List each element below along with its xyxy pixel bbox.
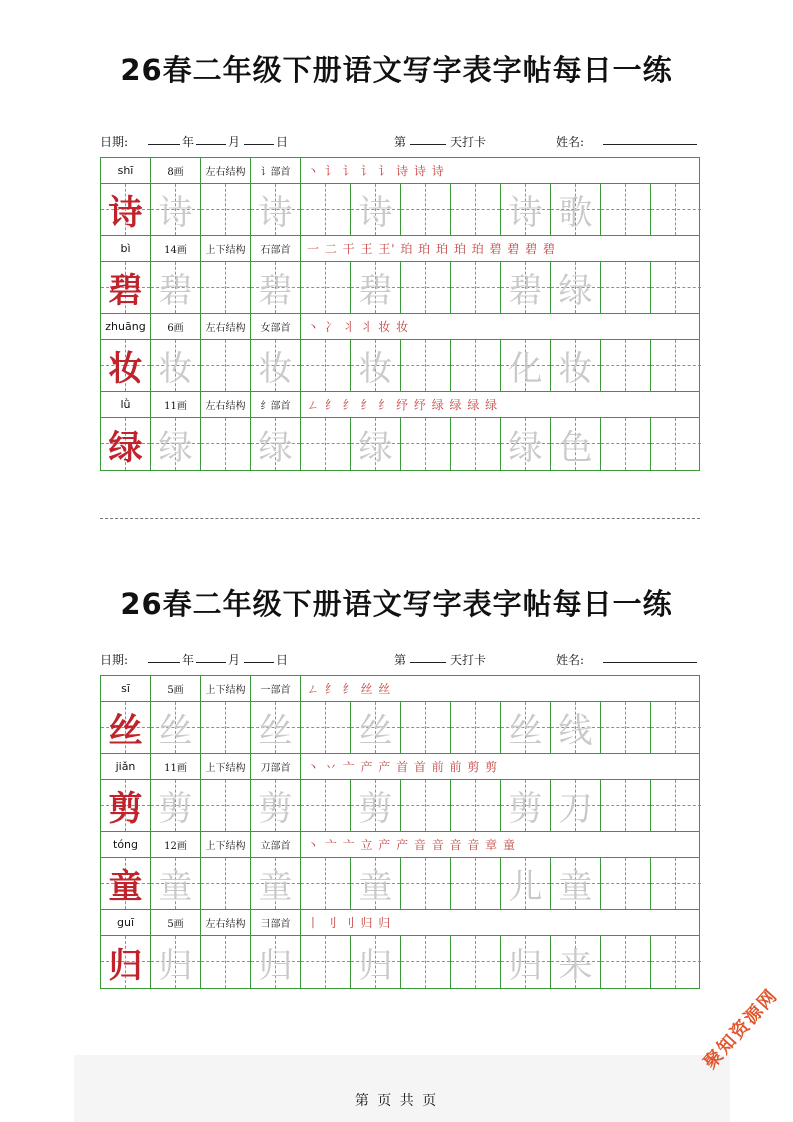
writing-row [101,262,699,314]
trace-character [301,780,350,831]
trace-character: 童 [158,867,193,907]
practice-box[interactable] [251,262,301,313]
practice-box[interactable] [301,702,351,753]
practice-box[interactable] [651,702,701,753]
practice-box[interactable] [151,184,201,235]
checkin-prefix: 第 [394,135,407,149]
practice-box[interactable] [501,780,551,831]
stroke-order: 丨 刂 刂 归 归 [307,916,392,930]
practice-box[interactable] [551,184,601,235]
writing-grid [100,675,700,989]
trace-character: 化 [508,349,543,389]
main-char-box [101,418,151,470]
trace-character: 碧 [158,271,193,311]
trace-character: 诗 [358,193,393,233]
trace-character: 童 [558,867,593,907]
practice-box[interactable] [451,184,501,235]
practice-box[interactable] [551,418,601,470]
practice-box[interactable] [451,340,501,391]
trace-character: 碧 [508,271,543,311]
trace-character: 童 [258,867,293,907]
trace-character: 歌 [558,193,593,233]
stroke-count: 11画 [151,392,201,417]
practice-box[interactable] [151,340,201,391]
practice-box[interactable] [451,780,501,831]
trace-character [651,858,701,909]
stroke-count: 6画 [151,314,201,339]
practice-box[interactable] [301,262,351,313]
practice-box[interactable] [251,936,301,988]
practice-box[interactable] [601,780,651,831]
main-char-box [101,780,151,831]
trace-character [301,418,350,470]
trace-character [201,340,250,391]
pinyin: jiǎn [101,754,151,779]
trace-character [301,340,350,391]
trace-character [201,780,250,831]
trace-character [601,262,650,313]
char-info-row [101,314,699,340]
trace-character: 诗 [508,193,543,233]
practice-box[interactable] [201,184,251,235]
trace-character: 诗 [158,193,193,233]
stroke-order: 丶 冫 丬 丬 妆 妆 [307,320,410,334]
stroke-order: 丶 讠 讠 讠 讠 诗 诗 诗 [307,164,445,178]
info-line [100,133,700,153]
trace-character: 剪 [258,789,293,829]
practice-box[interactable] [601,184,651,235]
trace-character [451,858,500,909]
trace-character: 剪 [358,789,393,829]
practice-box[interactable] [551,858,601,909]
practice-box[interactable] [551,780,601,831]
practice-box[interactable] [601,858,651,909]
checkin-suffix: 天打卡 [450,135,487,149]
trace-character [201,858,250,909]
practice-box[interactable] [351,184,401,235]
stroke-count: 11画 [151,754,201,779]
char-info-row [101,832,699,858]
sheet-title: 26春二年级下册语文写字表字帖每日一练 [120,587,673,621]
stroke-order: ㄥ 纟 纟 丝 丝 [307,682,392,696]
year-label: 年 [182,135,195,149]
practice-box[interactable] [501,418,551,470]
practice-box[interactable] [501,936,551,988]
practice-box[interactable] [351,780,401,831]
practice-box[interactable] [151,936,201,988]
practice-box[interactable] [251,780,301,831]
main-char-box [101,702,151,753]
practice-box[interactable] [651,184,701,235]
practice-box[interactable] [301,858,351,909]
char-info-row [101,676,699,702]
practice-box[interactable] [251,418,301,470]
practice-box[interactable] [151,780,201,831]
practice-box[interactable] [351,936,401,988]
trace-character [401,262,450,313]
pinyin: lǜ [101,392,151,417]
practice-box[interactable] [651,936,701,988]
trace-character: 丝 [508,711,543,751]
trace-character [451,702,500,753]
trace-character: 刀 [558,789,593,829]
trace-character [451,418,500,470]
trace-character [651,184,701,235]
trace-character: 妆 [358,349,393,389]
stroke-order: 丶 丷 亠 产 产 首 首 前 前 剪 剪 [307,760,499,774]
trace-character [401,184,450,235]
practice-box[interactable] [151,858,201,909]
practice-box[interactable] [551,262,601,313]
writing-row [101,340,699,392]
stroke-count: 12画 [151,832,201,857]
practice-box[interactable] [201,418,251,470]
trace-character: 剪 [158,789,193,829]
char-info-row [101,392,699,418]
practice-box[interactable] [651,780,701,831]
radical: 彐部首 [251,910,301,935]
date-label: 日期: [100,135,129,149]
practice-box[interactable] [451,858,501,909]
trace-character: 线 [558,711,593,751]
practice-box[interactable] [651,418,701,470]
practice-box[interactable] [601,340,651,391]
trace-character: 归 [158,945,193,986]
trace-character: 丝 [258,711,293,751]
practice-box[interactable] [301,184,351,235]
trace-character: 色 [558,427,593,468]
writing-row [101,858,699,910]
main-character: 归 [108,945,143,986]
trace-character [601,702,650,753]
practice-box[interactable] [401,936,451,988]
trace-character: 诗 [258,193,293,233]
trace-character: 丝 [158,711,193,751]
trace-character: 妆 [158,349,193,389]
stroke-order: 丶 亠 亠 立 产 产 音 音 音 音 章 童 [307,838,516,852]
trace-character: 剪 [508,789,543,829]
trace-character: 绿 [158,427,193,468]
structure: 上下结构 [201,676,251,701]
structure: 上下结构 [201,754,251,779]
radical: 纟部首 [251,392,301,417]
writing-row [101,936,699,988]
practice-box[interactable] [151,262,201,313]
trace-character [651,340,701,391]
trace-character: 妆 [258,349,293,389]
trace-character [451,184,500,235]
sheet-title: 26春二年级下册语文写字表字帖每日一练 [120,53,673,87]
trace-character: 碧 [258,271,293,311]
practice-box[interactable] [301,418,351,470]
char-info-row [101,236,699,262]
practice-box[interactable] [501,340,551,391]
main-character: 丝 [108,711,143,751]
trace-character: 绿 [258,427,293,468]
practice-box[interactable] [351,858,401,909]
trace-character [401,702,450,753]
trace-character: 绿 [358,427,393,468]
main-character: 剪 [108,789,143,829]
practice-box[interactable] [251,184,301,235]
practice-box[interactable] [501,702,551,753]
trace-character [201,262,250,313]
practice-box[interactable] [301,780,351,831]
practice-box[interactable] [651,262,701,313]
trace-character [451,340,500,391]
trace-character: 归 [258,945,293,986]
practice-box[interactable] [351,340,401,391]
footer-band [74,1055,730,1122]
trace-character [601,858,650,909]
structure: 上下结构 [201,832,251,857]
trace-character [401,780,450,831]
practice-box[interactable] [651,858,701,909]
practice-box[interactable] [451,936,501,988]
practice-box[interactable] [251,702,301,753]
page-footer: 第 页 共 页 [354,1093,439,1109]
year-label: 年 [182,653,195,667]
main-char-box [101,262,151,313]
stroke-count: 5画 [151,676,201,701]
radical: 一部首 [251,676,301,701]
practice-box[interactable] [551,702,601,753]
practice-box[interactable] [401,340,451,391]
trace-character [201,418,250,470]
trace-character [601,418,650,470]
watermark-stamp: 聚知资源网 [699,984,783,1074]
practice-box[interactable] [201,858,251,909]
char-info-row [101,910,699,936]
practice-box[interactable] [351,702,401,753]
trace-character [301,262,350,313]
trace-character: 绿 [558,271,593,311]
practice-box[interactable] [301,936,351,988]
writing-row [101,184,699,236]
practice-box[interactable] [601,262,651,313]
trace-character [301,858,350,909]
practice-box[interactable] [201,780,251,831]
trace-character [201,702,250,753]
stroke-count: 8画 [151,158,201,183]
structure: 左右结构 [201,392,251,417]
practice-box[interactable] [601,702,651,753]
trace-character [601,780,650,831]
trace-character [451,262,500,313]
trace-character: 丝 [358,711,393,751]
structure: 左右结构 [201,158,251,183]
trace-character [201,936,250,988]
trace-character: 妆 [558,349,593,389]
practice-box[interactable] [251,340,301,391]
practice-box[interactable] [201,262,251,313]
practice-box[interactable] [501,184,551,235]
trace-character [401,936,450,988]
char-info-row [101,754,699,780]
month-label: 月 [228,135,241,149]
practice-box[interactable] [601,418,651,470]
stroke-count: 5画 [151,910,201,935]
trace-character: 儿 [508,867,543,907]
trace-character [651,418,701,470]
trace-character [401,418,450,470]
main-character: 诗 [108,193,143,233]
radical: 立部首 [251,832,301,857]
trace-character [601,184,650,235]
practice-box[interactable] [601,936,651,988]
trace-character [601,936,650,988]
checkin-suffix: 天打卡 [450,653,487,667]
main-char-box [101,858,151,909]
day-label: 日 [276,135,289,149]
main-char-box [101,936,151,988]
stroke-count: 14画 [151,236,201,261]
pinyin: zhuāng [101,314,151,339]
practice-box[interactable] [351,418,401,470]
practice-box[interactable] [151,702,201,753]
trace-character [651,262,701,313]
date-label: 日期: [100,653,129,667]
practice-box[interactable] [151,418,201,470]
trace-character [451,936,500,988]
practice-box[interactable] [401,780,451,831]
practice-box[interactable] [401,184,451,235]
trace-character [301,184,350,235]
structure: 左右结构 [201,314,251,339]
pinyin: bì [101,236,151,261]
main-char-box [101,184,151,235]
practice-box[interactable] [401,702,451,753]
trace-character [601,340,650,391]
trace-character [301,936,350,988]
month-label: 月 [228,653,241,667]
pinyin: guī [101,910,151,935]
radical: 石部首 [251,236,301,261]
info-line [100,651,700,671]
practice-box[interactable] [451,702,501,753]
name-label: 姓名: [556,653,585,667]
trace-character: 碧 [358,271,393,311]
trace-character [651,936,701,988]
trace-character: 归 [358,945,393,986]
practice-box[interactable] [201,936,251,988]
practice-box[interactable] [401,418,451,470]
practice-box[interactable] [401,262,451,313]
pinyin: sī [101,676,151,701]
trace-character: 归 [508,945,543,986]
main-character: 妆 [108,349,143,389]
day-label: 日 [276,653,289,667]
radical: 讠部首 [251,158,301,183]
practice-box[interactable] [201,702,251,753]
trace-character [401,858,450,909]
char-info-row [101,158,699,184]
main-character: 碧 [108,271,143,311]
practice-box[interactable] [401,858,451,909]
writing-row [101,418,699,470]
trace-character [451,780,500,831]
main-char-box [101,340,151,391]
main-character: 童 [108,867,143,907]
writing-row [101,780,699,832]
trace-character [651,702,701,753]
practice-box[interactable] [451,262,501,313]
trace-character: 童 [358,867,393,907]
trace-character [651,780,701,831]
trace-character: 绿 [508,427,543,468]
trace-character [401,340,450,391]
practice-box[interactable] [451,418,501,470]
stroke-order: ㄥ 纟 纟 纟 纟 纾 纾 绿 绿 绿 绿 [307,398,499,412]
trace-character: 来 [558,945,593,986]
writing-row [101,702,699,754]
practice-box[interactable] [551,340,601,391]
practice-box[interactable] [301,340,351,391]
writing-grid [100,157,700,471]
cut-line-divider [100,518,700,519]
practice-box[interactable] [501,262,551,313]
trace-character [201,184,250,235]
practice-box[interactable] [651,340,701,391]
main-character: 绿 [108,427,143,468]
radical: 刀部首 [251,754,301,779]
pinyin: shī [101,158,151,183]
name-label: 姓名: [556,135,585,149]
trace-character [301,702,350,753]
structure: 上下结构 [201,236,251,261]
pinyin: tóng [101,832,151,857]
practice-box[interactable] [201,340,251,391]
checkin-prefix: 第 [394,653,407,667]
practice-box[interactable] [351,262,401,313]
practice-box[interactable] [251,858,301,909]
practice-box[interactable] [501,858,551,909]
stroke-order: 一 二 干 王 王' 珀 珀 珀 珀 珀 碧 碧 碧 碧 [307,242,556,256]
radical: 女部首 [251,314,301,339]
practice-box[interactable] [551,936,601,988]
structure: 左右结构 [201,910,251,935]
